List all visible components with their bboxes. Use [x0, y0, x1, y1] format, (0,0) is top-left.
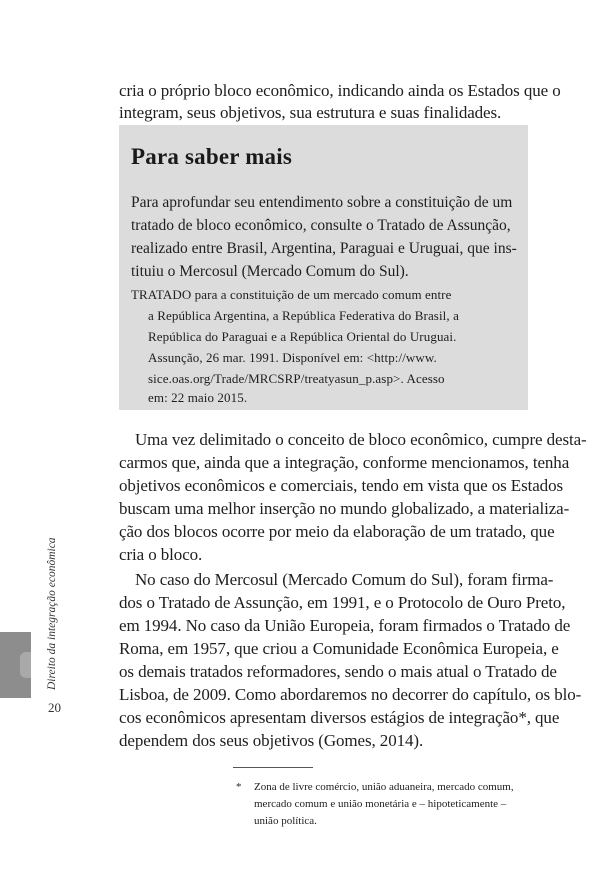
footnote-divider [233, 767, 313, 768]
reference-line: em: 22 maio 2015. [148, 390, 248, 405]
text-line: integram, seus objetivos, sua estrutura e suas finalidades. [119, 103, 502, 122]
text-line: em 1994. No caso da União Europeia, foram firmados o Tratado de [119, 616, 571, 635]
page-number: 20 [48, 700, 61, 715]
text-line: Uma vez delimitado o conceito de bloco econômico, cumpre desta- [135, 430, 587, 449]
footnote-line: Zona de livre comércio, união aduaneira, mercado comum, [254, 781, 514, 793]
reference-line: sice.oas.org/Trade/MRCSRP/treatyasun_p.asp>. Acesso [148, 371, 445, 386]
reference-line: República do Paraguai e a República Oriental do Uruguai. [148, 329, 457, 344]
text-line: Roma, em 1957, que criou a Comunidade Econômica Europeia, e [119, 639, 559, 658]
footnote-line: mercado comum e união monetária e – hipoteticamente – [254, 798, 507, 810]
running-title: Direito da integração econômica [46, 537, 58, 690]
reference-line: a República Argentina, a República Federativa do Brasil, a [148, 308, 459, 323]
reference-line: Assunção, 26 mar. 1991. Disponível em: <http://www. [148, 350, 437, 365]
box-text-line: tratado de bloco econômico, consulte o Tratado de Assunção, [131, 217, 511, 234]
text-line: os demais tratados reformadores, sendo o mais atual o Tratado de [119, 662, 557, 681]
footnote-marker: * [236, 781, 242, 793]
text-line: carmos que, ainda que a integração, conforme mencionamos, tenha [119, 453, 570, 472]
reference-line: TRATADO para a constituição de um mercado comum entre [131, 287, 452, 302]
text-line: objetivos econômicos e comerciais, tendo em vista que os Estados [119, 476, 563, 495]
text-line: dos o Tratado de Assunção, em 1991, e o Protocolo de Ouro Preto, [119, 593, 566, 612]
box-text-line: realizado entre Brasil, Argentina, Paraguai e Uruguai, que ins- [131, 240, 517, 257]
text-line: ção dos blocos ocorre por meio da elaboração de um tratado, que [119, 522, 555, 541]
text-line: Lisboa, de 2009. Como abordaremos no decorrer do capítulo, os blo- [119, 685, 582, 704]
box-text-line: Para aprofundar seu entendimento sobre a constituição de um [131, 194, 513, 211]
text-line: cria o bloco. [119, 545, 203, 564]
text-line: No caso do Mercosul (Mercado Comum do Sul), foram firma- [135, 570, 554, 589]
thumb-tab-notch [20, 652, 31, 678]
chapter-thumb-tab [0, 632, 31, 698]
text-line: cos econômicos apresentam diversos estágios de integração*, que [119, 708, 560, 727]
footnote-line: união política. [254, 815, 317, 827]
box-text-line: tituiu o Mercosul (Mercado Comum do Sul). [131, 263, 409, 280]
text-line: cria o próprio bloco econômico, indicando ainda os Estados que o [119, 81, 561, 100]
text-line: dependem dos seus objetivos (Gomes, 2014). [119, 731, 424, 750]
box-title: Para saber mais [131, 144, 293, 169]
text-line: buscam uma melhor inserção no mundo globalizado, a materializa- [119, 499, 570, 518]
